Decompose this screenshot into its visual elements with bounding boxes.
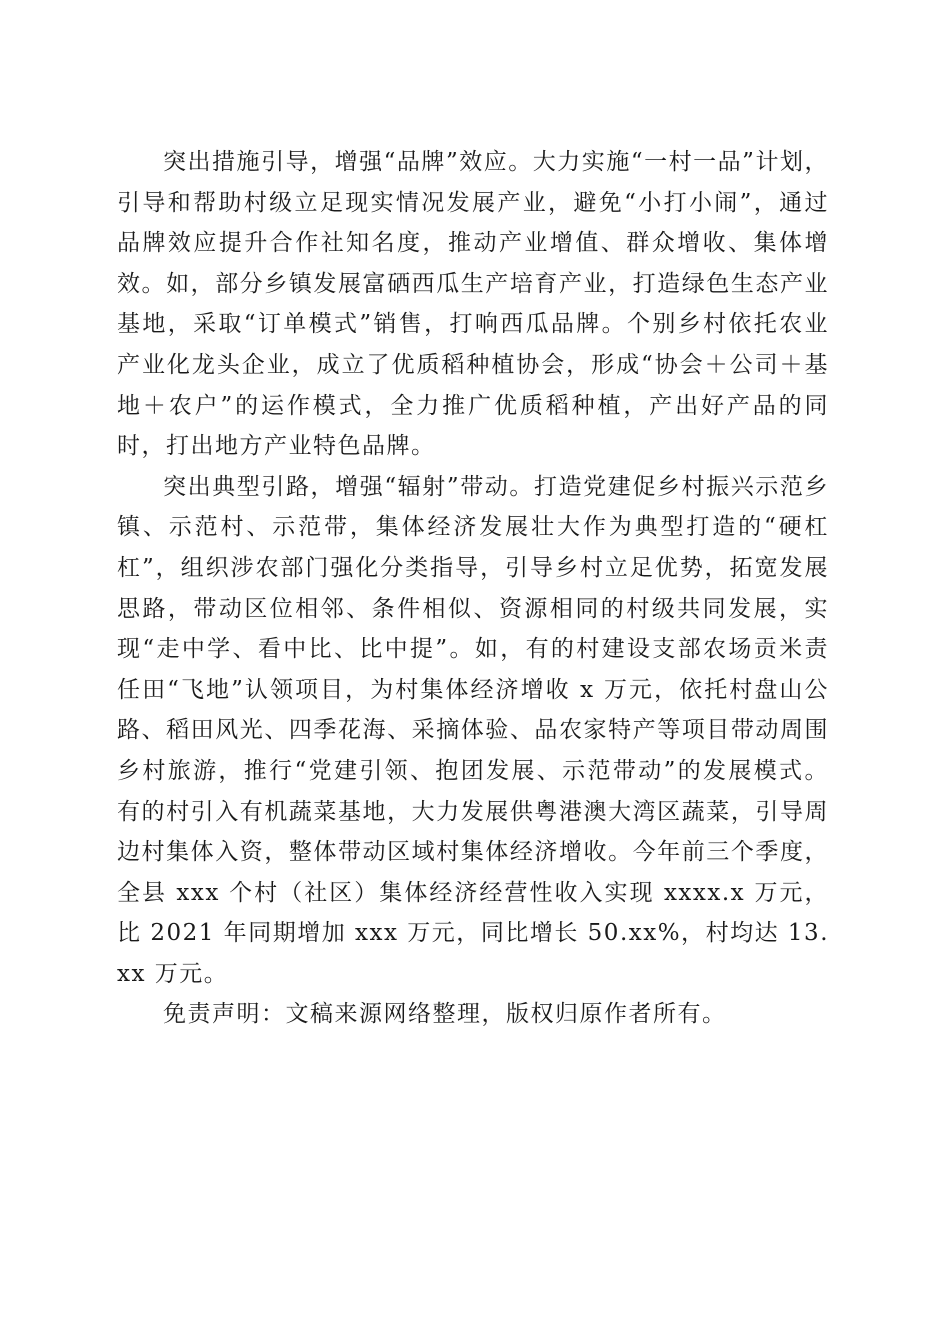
paragraph-brand-effect: 突出措施引导，增强“品牌”效应。大力实施“一村一品”计划，引导和帮助村级立足现实情况发展产业，避免“小打小闹”，通过品牌效应提升合作社知名度，推动产业增值、群众增收、集体增效。如，部分乡镇发展富硒西瓜生产培育产业，打造绿色生态产业基地，采取“订单模式”销售，打响西瓜品牌。个别乡村依托农业产业化龙头企业，成立了优质稻种植协会，形成“协会＋公司＋基地＋农户”的运作模式，全力推广优质稻种植，产出好产品的同时，打出地方产业特色品牌。 <box>117 149 829 460</box>
paragraph-typical-lead: 突出典型引路，增强“辐射”带动。打造党建促乡村振兴示范乡镇、示范村、示范带，集体经济发展壮大作为典型打造的“硬杠杠”，组织涉农部门强化分类指导，引导乡村立足优势，拓宽发展思路，带动区位相邻、条件相似、资源相同的村级共同发展，实现“走中学、看中比、比中提”。如，有的村建设支部农场贡米责任田“飞地”认领项目，为村集体经济增收 x 万元，依托村盘山公路、稻田风光、四季花海、采摘体验、品农家特产等项目带动周围乡村旅游，推行“党建引领、抱团发展、示范带动”的发展模式。有的村引入有机蔬菜基地，大力发展供粤港澳大湾区蔬菜，引导周边村集体入资，整体带动区域村集体经济增收。今年前三个季度，全县 xxx 个村（社区）集体经济经营性收入实现 xxxx.x 万元，比 2021 年同期增加 xxx 万元，同比增长 50.xx%，村均达 13.xx 万元。 <box>117 473 829 987</box>
document-body <box>117 142 829 1035</box>
paragraph-disclaimer: 免责声明：文稿来源网络整理，版权归原作者所有。 <box>163 1001 727 1028</box>
